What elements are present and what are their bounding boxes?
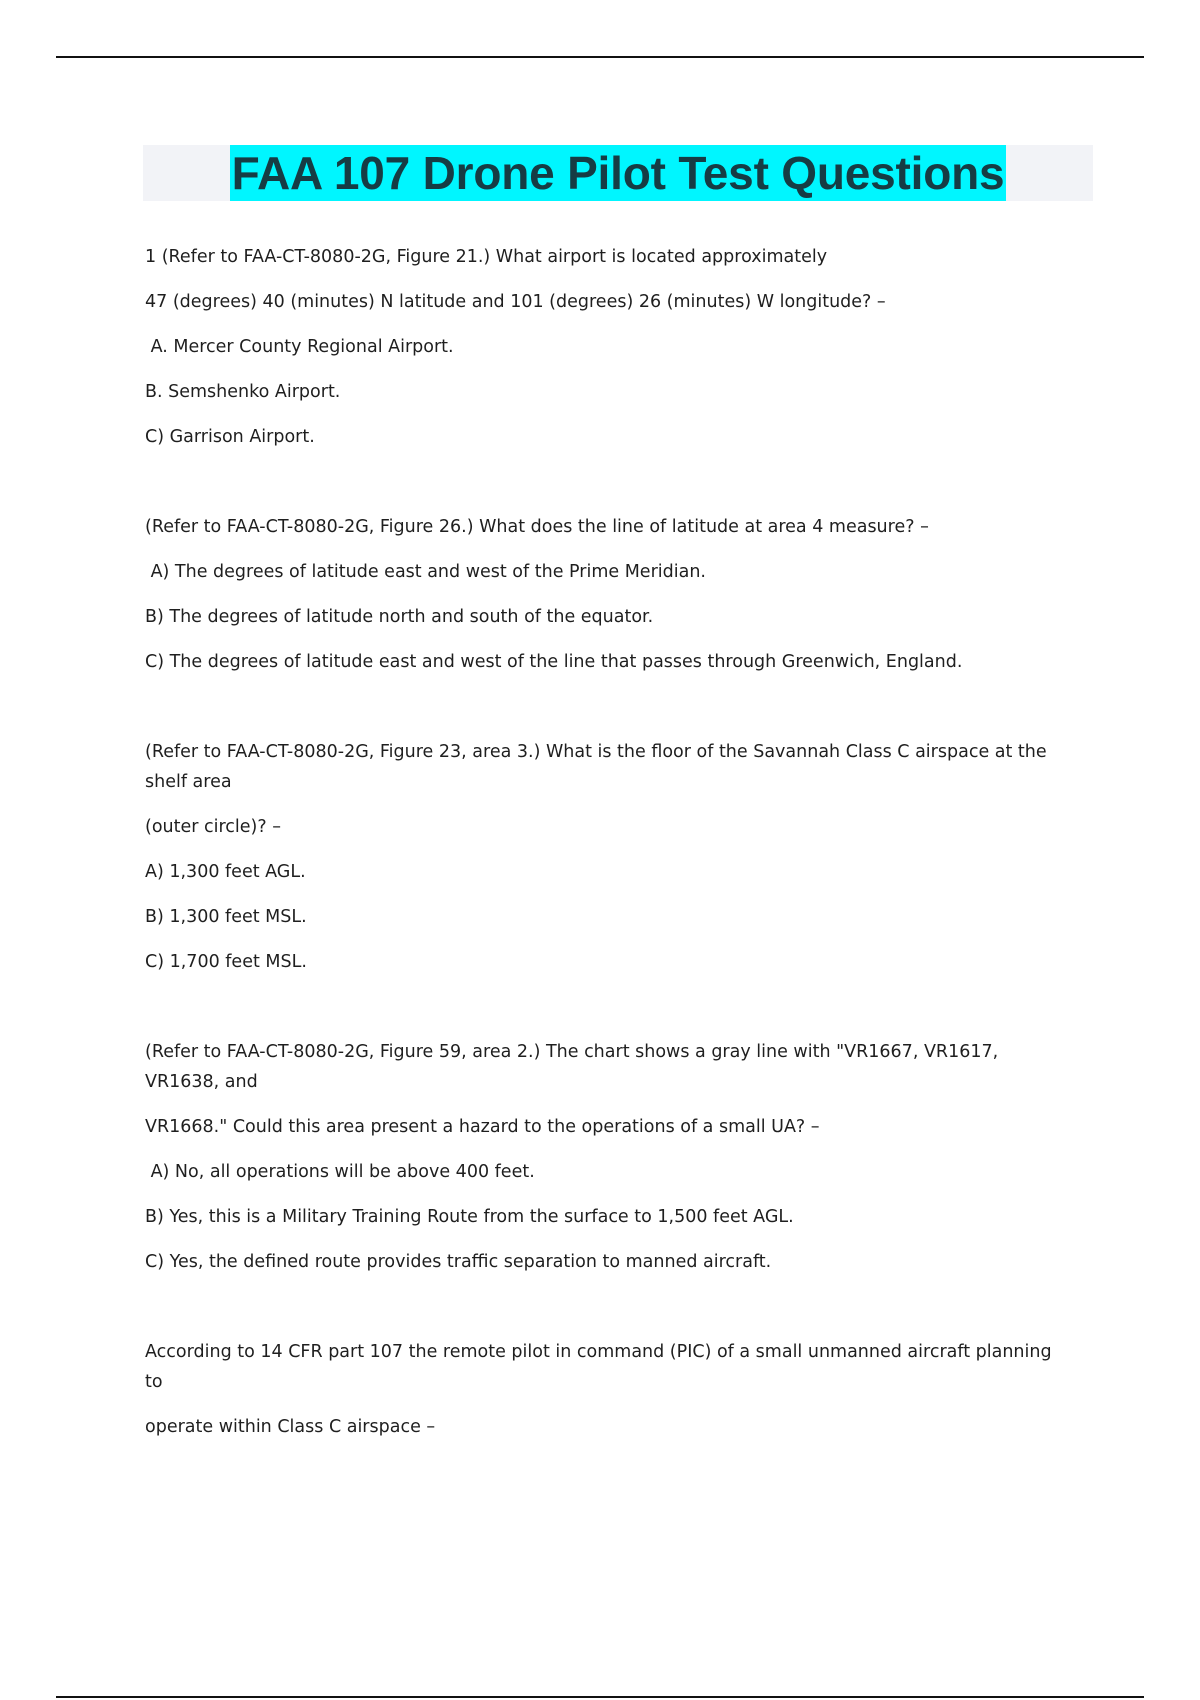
question-1-option-a: A. Mercer County Regional Airport.: [145, 337, 454, 357]
question-4-line-3: VR1668." Could this area present a hazard to the operations of a small UA? –: [145, 1117, 820, 1137]
bottom-rule: [56, 1696, 1144, 1698]
question-1-line-1: 1 (Refer to FAA-CT-8080-2G, Figure 21.) What airport is located approximately: [145, 247, 828, 267]
question-1-option-b: B. Semshenko Airport.: [145, 382, 341, 402]
question-4-option-b: B) Yes, this is a Military Training Route from the surface to 1,500 feet AGL.: [145, 1207, 794, 1227]
question-2-option-c: C) The degrees of latitude east and west of the line that passes through Greenwich, England.: [145, 652, 963, 672]
question-4: [145, 1037, 1085, 1277]
question-1: [145, 242, 1085, 452]
question-2-line-1: (Refer to FAA-CT-8080-2G, Figure 26.) What does the line of latitude at area 4 measure? –: [145, 517, 929, 537]
question-5-line-1: According to 14 CFR part 107 the remote pilot in command (PIC) of a small unmanned aircraft planning: [145, 1342, 1052, 1362]
question-3-line-1: (Refer to FAA-CT-8080-2G, Figure 23, area 3.) What is the floor of the Savannah Class C airspace at the: [145, 742, 1047, 762]
question-2-option-a: A) The degrees of latitude east and west of the Prime Meridian.: [145, 562, 706, 582]
page-title: FAA 107 Drone Pilot Test Questions: [231, 147, 1005, 199]
question-1-line-2: 47 (degrees) 40 (minutes) N latitude and 101 (degrees) 26 (minutes) W longitude? –: [145, 292, 886, 312]
question-3-option-a: A) 1,300 feet AGL.: [145, 862, 306, 882]
question-5-line-2: to: [145, 1372, 163, 1392]
question-2: [145, 512, 1085, 677]
title-band: [143, 145, 1093, 201]
question-3: [145, 737, 1085, 977]
question-3-line-3: (outer circle)? –: [145, 817, 281, 837]
question-4-option-c: C) Yes, the defined route provides traffic separation to manned aircraft.: [145, 1252, 772, 1272]
question-4-line-1: (Refer to FAA-CT-8080-2G, Figure 59, area 2.) The chart shows a gray line with "VR1667, VR1617,: [145, 1042, 999, 1062]
question-4-option-a: A) No, all operations will be above 400 feet.: [145, 1162, 535, 1182]
top-rule: [56, 56, 1144, 58]
question-4-line-2: VR1638, and: [145, 1072, 258, 1092]
question-3-option-b: B) 1,300 feet MSL.: [145, 907, 307, 927]
question-3-option-c: C) 1,700 feet MSL.: [145, 952, 307, 972]
question-5-line-3: operate within Class C airspace –: [145, 1417, 436, 1437]
question-1-option-c: C) Garrison Airport.: [145, 427, 315, 447]
question-list: [145, 242, 1085, 1442]
question-3-line-2: shelf area: [145, 772, 232, 792]
question-2-option-b: B) The degrees of latitude north and south of the equator.: [145, 607, 654, 627]
question-5: [145, 1337, 1085, 1442]
